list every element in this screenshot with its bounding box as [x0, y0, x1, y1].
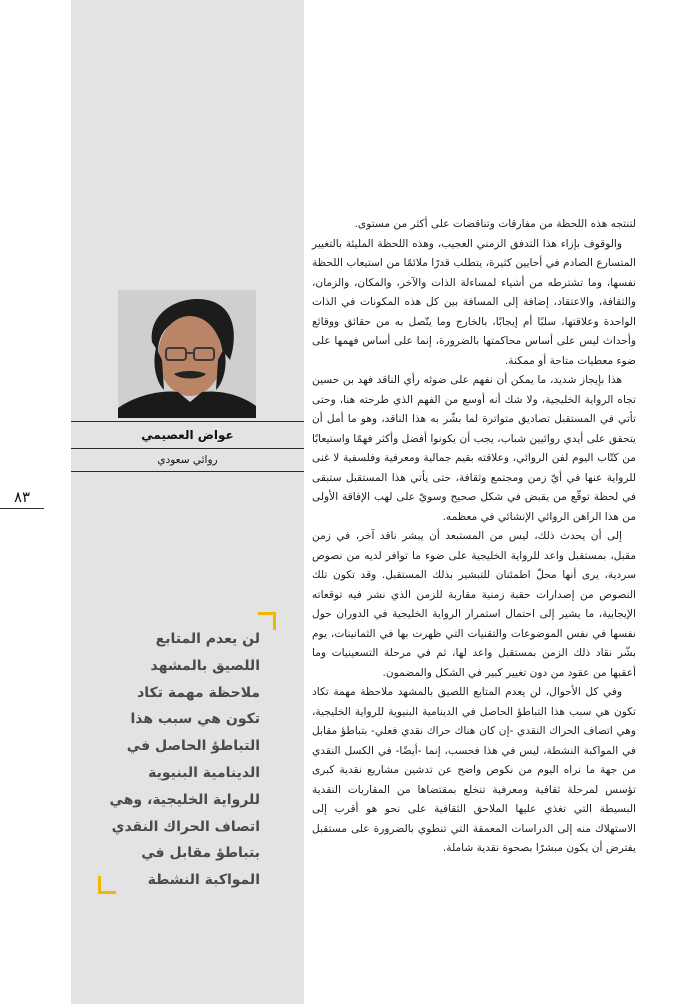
page-number: ٨٣	[13, 488, 31, 506]
article-paragraph: والوقوف بإزاء هذا التدفق الزمني العجيب، وهذه اللحظة المليئة بالتغيير المتسارع الصادم في أحايين كثيرة، يتطلب قدرًا ملائمًا من استيعاب اللحظة نفسها، وما تشترطه من أشياء لمساءلة الذات والآخر، والمكان، والزمان، والثقافة، والاعتقاد، إضافة إلى المسافة بين كل هذه المكونات في الذات الواحدة وعلاقتها، سلبًا أم إيجابًا، بالخارج وما يتّصل به من حقائق ووقائع وأحداث ليس على أساس محاكمتها بالضرورة، إنما على أساس فهمها على ضوء معطيات متاحة أو ممكنة.	[312, 237, 636, 367]
author-name: عواض العصيمي	[141, 428, 234, 442]
page-number-rule	[0, 508, 44, 509]
quote-bracket-top-icon	[258, 612, 276, 630]
caption-rule-top	[71, 421, 304, 422]
author-photo	[118, 290, 256, 418]
article-paragraph: إلى أن يحدث ذلك، ليس من المستبعد أن يبشر ناقد آخر، في زمن مقبل، بمستقبل واعد للرواية الخليجية على ضوء ما توافر لديه من نصوص سردية، يرى أنها محلّ اطمئنان للتبشير بذلك المستقبل. وقد تكون تلك النصوص من إصدارات حقبة زمنية مقاربة للزمن الذي نشر فيه توقعاته الإيجابية، ما يشير إلى احتمال استمرار الرواية الخليجية في الدوران حول نفسها في نفس الموضوعات والتقنيات التي ظهرت بها في الثمانينات، يوم بشّر نقاد ذلك الزمن بمستقبل واعد لها، ثم في مرحلة التسعينيات وما أعقبها من عقود من دون تغيير كبير في الشكل والمضمون.	[312, 530, 636, 679]
pull-quote: لن يعدم المتابع اللصيق بالمشهد ملاحظة مهمة تكاد تكون هي سبب هذا التباطؤ الحاصل في الدينامية البنيوية للرواية الخليجية، وهي اتصاف الحراك النقدي بتباطؤ مقابل في المواكبة النشطة	[109, 631, 260, 889]
quote-bracket-bottom-icon	[98, 876, 116, 894]
article-paragraph: لتنتجه هذه اللحظة من مفارقات وتناقضات على أكثر من مستوى.	[354, 218, 636, 230]
article-body	[312, 215, 636, 859]
caption-rule-bottom	[71, 471, 304, 472]
article-paragraph: هذا بإيجاز شديد، ما يمكن أن نفهم على ضوئه رأي الناقد فهد بن حسين تجاه الرواية الخليجية، ولا شك أنه أوسع من الفهم الذي طرحته هنا، وحتى تأتي في المستقبل تصاديق متواترة لما بشّر به هذا الناقد، وهو ما أمل أن يتحقق على أيدي روائيين شباب، يجب أن يكونوا أفضل وأكثر فهمًا واستيعابًا من كتّاب اليوم لفن الروائي، وعلاقته بقيم جمالية ومعرفية وفلسفية لا غنى للرواية عنها في أيّ زمن ومجتمع وثقافة، حتى يأتي هذا المستقبل ستبقى في لحظة توقّع من يقبض في شكل صحيح وسويّ على لهب الإفاقة الأولى من هذا الراهن الروائي الإنشائي في معظمه.	[312, 374, 636, 523]
article-paragraph: وفي كل الأحوال، لن يعدم المتابع اللصيق بالمشهد ملاحظة مهمة تكاد تكون هي سبب هذا التباطؤ الحاصل في الدينامية البنيوية للرواية الخليجية، وهي اتصاف الحراك النقدي -إن كان هناك حراك نقدي فعلي- بتباطؤ مقابل في المواكبة النشطة، ليس في هذا فحسب، إنما -أيضًا- في الكسل النقدي من جهة ما نراه اليوم من نكوص واضح عن تدشين مشاريع نقدية كبرى تؤسس لمرحلة ثقافية ومعرفية تنخلع بمقتضاها من المقاربات النقدية البسيطة التي تغذي عليها الملاحق الثقافية على نحو هو أقرب إلى الاستهلاك منه إلى الدراسات المعمقة التي تنطوي بالضرورة على مستقبل يفترض أن يكون مبشرًا بصحوة نقدية شاملة.	[312, 686, 636, 854]
author-portrait-image	[118, 290, 256, 418]
author-role: روائي سعودي	[157, 454, 218, 466]
